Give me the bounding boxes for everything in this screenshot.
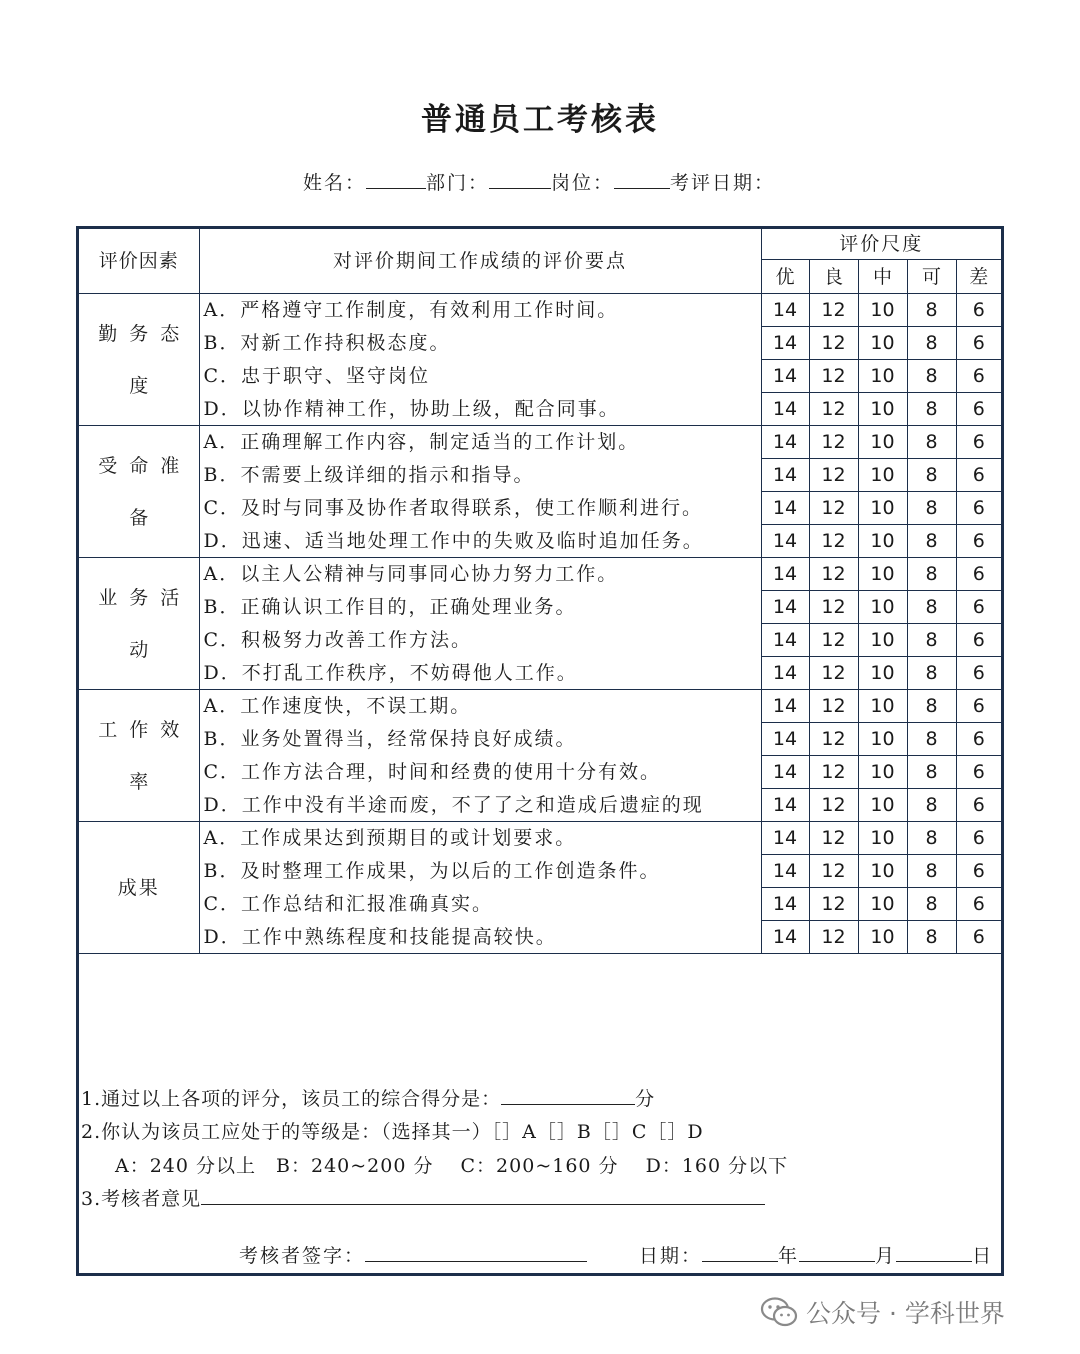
evaluation-point: A．工作速度快，不误工期。 [199, 690, 761, 723]
score-cell[interactable]: 14 [761, 690, 809, 723]
score-cell[interactable]: 8 [907, 789, 956, 822]
header-scale: 评价尺度 [761, 229, 1001, 260]
score-cell[interactable]: 10 [858, 888, 907, 921]
position-field[interactable] [614, 170, 670, 189]
table-row [79, 690, 1001, 723]
score-cell[interactable]: 8 [907, 525, 956, 558]
evaluation-point: D．工作中熟练程度和技能提高较快。 [199, 921, 761, 954]
evaluation-point: D．工作中没有半途而废，不了了之和造成后遗症的现 [199, 789, 761, 822]
table-row [79, 360, 1001, 393]
score-cell[interactable]: 6 [956, 459, 1001, 492]
evaluation-point: C．工作总结和汇报准确真实。 [199, 888, 761, 921]
score-cell[interactable]: 10 [858, 624, 907, 657]
eval-date-label: 考评日期： [670, 172, 776, 194]
score-cell[interactable]: 10 [858, 558, 907, 591]
score-cell[interactable]: 14 [761, 822, 809, 855]
score-cell[interactable]: 10 [858, 723, 907, 756]
assessment-form [76, 226, 1004, 1276]
score-cell[interactable]: 10 [858, 756, 907, 789]
score-cell[interactable]: 10 [858, 393, 907, 426]
score-cell[interactable]: 12 [809, 822, 858, 855]
table-row [79, 426, 1001, 459]
table-row [79, 591, 1001, 624]
score-cell[interactable]: 8 [907, 921, 956, 954]
score-cell[interactable]: 14 [761, 393, 809, 426]
score-cell[interactable]: 8 [907, 756, 956, 789]
evaluation-point: C．忠于职守、坚守岗位 [199, 360, 761, 393]
score-cell[interactable]: 10 [858, 525, 907, 558]
score-cell[interactable]: 14 [761, 492, 809, 525]
evaluation-point: C．及时与同事及协作者取得联系，使工作顺利进行。 [199, 492, 761, 525]
score-cell[interactable]: 12 [809, 624, 858, 657]
name-label: 姓名： [303, 172, 367, 194]
score-cell[interactable]: 10 [858, 459, 907, 492]
score-cell[interactable]: 6 [956, 657, 1001, 690]
opinion-label: 3.考核者意见 [81, 1188, 202, 1210]
score-cell[interactable]: 8 [907, 624, 956, 657]
table-row [79, 723, 1001, 756]
score-cell[interactable]: 6 [956, 756, 1001, 789]
score-cell[interactable]: 8 [907, 591, 956, 624]
table-row [79, 393, 1001, 426]
score-cell[interactable]: 14 [761, 756, 809, 789]
score-cell[interactable]: 8 [907, 822, 956, 855]
wechat-icon [760, 1297, 798, 1327]
table-row [79, 459, 1001, 492]
score-cell[interactable]: 12 [809, 426, 858, 459]
score-cell[interactable]: 8 [907, 426, 956, 459]
score-cell[interactable]: 8 [907, 723, 956, 756]
score-cell[interactable]: 12 [809, 360, 858, 393]
score-cell[interactable]: 14 [761, 855, 809, 888]
score-cell[interactable]: 6 [956, 690, 1001, 723]
score-cell[interactable]: 6 [956, 360, 1001, 393]
score-cell[interactable]: 12 [809, 525, 858, 558]
evaluation-point: D．以协作精神工作，协助上级，配合同事。 [199, 393, 761, 426]
score-cell[interactable]: 6 [956, 921, 1001, 954]
score-cell[interactable]: 6 [956, 888, 1001, 921]
month-field[interactable] [799, 1243, 875, 1262]
score-cell[interactable]: 8 [907, 657, 956, 690]
score-cell[interactable]: 12 [809, 789, 858, 822]
evaluation-point: A．工作成果达到预期目的或计划要求。 [199, 822, 761, 855]
total-score-unit: 分 [635, 1088, 656, 1110]
score-cell[interactable]: 10 [858, 921, 907, 954]
score-cell[interactable]: 10 [858, 822, 907, 855]
factor-cell: 勤务态度 [79, 294, 199, 426]
sign-date-label: 日期： [639, 1245, 703, 1267]
factor-cell: 工作效率 [79, 690, 199, 822]
header-info [303, 168, 775, 195]
score-cell[interactable]: 6 [956, 591, 1001, 624]
score-cell[interactable]: 14 [761, 657, 809, 690]
score-cell[interactable]: 8 [907, 393, 956, 426]
score-cell[interactable]: 8 [907, 492, 956, 525]
score-cell[interactable]: 10 [858, 294, 907, 327]
evaluation-point: B．对新工作持积极态度。 [199, 327, 761, 360]
score-cell[interactable]: 14 [761, 921, 809, 954]
score-cell[interactable]: 6 [956, 624, 1001, 657]
score-cell[interactable]: 12 [809, 657, 858, 690]
dept-label: 部门： [426, 172, 490, 194]
score-cell[interactable]: 14 [761, 789, 809, 822]
table-row [79, 327, 1001, 360]
table-row [79, 822, 1001, 855]
table-row [79, 888, 1001, 921]
evaluation-point: C．积极努力改善工作方法。 [199, 624, 761, 657]
score-cell[interactable]: 12 [809, 327, 858, 360]
page-title: 普通员工考核表 [421, 102, 659, 138]
level-good: 良 [809, 260, 858, 294]
score-cell[interactable]: 10 [858, 426, 907, 459]
signature-row [239, 1241, 993, 1268]
score-cell[interactable]: 6 [956, 855, 1001, 888]
opinion-field[interactable] [201, 1186, 765, 1205]
level-poor: 差 [956, 260, 1001, 294]
score-cell[interactable]: 6 [956, 525, 1001, 558]
assessment-table [79, 229, 1001, 954]
score-cell[interactable]: 12 [809, 756, 858, 789]
score-cell[interactable]: 10 [858, 360, 907, 393]
grade-ranges: A：240 分以上 B：240~200 分 C：200~160 分 D：160 分以下 [115, 1155, 789, 1177]
evaluation-point: B．正确认识工作目的，正确处理业务。 [199, 591, 761, 624]
score-cell[interactable]: 8 [907, 855, 956, 888]
score-cell[interactable]: 10 [858, 690, 907, 723]
score-cell[interactable]: 12 [809, 921, 858, 954]
score-cell[interactable]: 14 [761, 459, 809, 492]
score-cell[interactable]: 12 [809, 888, 858, 921]
table-row [79, 789, 1001, 822]
score-cell[interactable]: 6 [956, 327, 1001, 360]
watermark [760, 1294, 1005, 1330]
table-row [79, 558, 1001, 591]
score-cell[interactable]: 10 [858, 855, 907, 888]
evaluation-point: A．正确理解工作内容，制定适当的工作计划。 [199, 426, 761, 459]
name-field[interactable] [366, 170, 426, 189]
score-cell[interactable]: 12 [809, 723, 858, 756]
score-cell[interactable]: 6 [956, 492, 1001, 525]
table-row [79, 855, 1001, 888]
table-row [79, 492, 1001, 525]
year-label: 年 [778, 1245, 800, 1267]
header-factor: 评价因素 [79, 229, 199, 294]
total-score-line [81, 1084, 655, 1111]
evaluation-point: B．业务处置得当，经常保持良好成绩。 [199, 723, 761, 756]
table-row [79, 921, 1001, 954]
score-cell[interactable]: 6 [956, 789, 1001, 822]
score-cell[interactable]: 8 [907, 294, 956, 327]
score-cell[interactable]: 14 [761, 360, 809, 393]
score-cell[interactable]: 8 [907, 360, 956, 393]
score-cell[interactable]: 6 [956, 426, 1001, 459]
score-cell[interactable]: 14 [761, 426, 809, 459]
grade-question: 2.你认为该员工应处于的等级是：（选择其一）［］A［］B［］C［］D [81, 1121, 704, 1143]
day-label: 日 [972, 1245, 994, 1267]
score-cell[interactable]: 8 [907, 888, 956, 921]
table-row [79, 756, 1001, 789]
evaluation-point: A．严格遵守工作制度，有效利用工作时间。 [199, 294, 761, 327]
score-cell[interactable]: 10 [858, 657, 907, 690]
total-score-label: 1.通过以上各项的评分，该员工的综合得分是： [81, 1088, 502, 1110]
score-cell[interactable]: 14 [761, 294, 809, 327]
score-cell[interactable]: 12 [809, 690, 858, 723]
score-cell[interactable]: 12 [809, 591, 858, 624]
score-cell[interactable]: 12 [809, 294, 858, 327]
level-fair: 可 [907, 260, 956, 294]
score-cell[interactable]: 12 [809, 492, 858, 525]
score-cell[interactable]: 10 [858, 789, 907, 822]
evaluation-point: A．以主人公精神与同事同心协力努力工作。 [199, 558, 761, 591]
score-cell[interactable]: 12 [809, 855, 858, 888]
watermark-text: 公众号 · 学科世界 [806, 1299, 1005, 1328]
score-cell[interactable]: 6 [956, 822, 1001, 855]
table-row [79, 624, 1001, 657]
month-label: 月 [875, 1245, 897, 1267]
score-cell[interactable]: 8 [907, 459, 956, 492]
score-cell[interactable]: 12 [809, 393, 858, 426]
score-cell[interactable]: 12 [809, 558, 858, 591]
factor-cell: 成果 [79, 822, 199, 954]
score-cell[interactable]: 10 [858, 492, 907, 525]
score-cell[interactable]: 8 [907, 327, 956, 360]
score-cell[interactable]: 12 [809, 459, 858, 492]
header-points: 对评价期间工作成绩的评价要点 [199, 229, 761, 294]
opinion-line [81, 1184, 765, 1211]
evaluation-point: B．不需要上级详细的指示和指导。 [199, 459, 761, 492]
score-cell[interactable]: 8 [907, 558, 956, 591]
day-field[interactable] [896, 1243, 972, 1262]
score-cell[interactable]: 8 [907, 690, 956, 723]
level-excellent: 优 [761, 260, 809, 294]
score-cell[interactable]: 14 [761, 525, 809, 558]
score-cell[interactable]: 14 [761, 723, 809, 756]
dept-field[interactable] [489, 170, 551, 189]
score-cell[interactable]: 6 [956, 723, 1001, 756]
year-field[interactable] [702, 1243, 778, 1262]
score-cell[interactable]: 14 [761, 624, 809, 657]
score-cell[interactable]: 6 [956, 294, 1001, 327]
score-cell[interactable]: 14 [761, 327, 809, 360]
evaluation-point: D．迅速、适当地处理工作中的失败及临时追加任务。 [199, 525, 761, 558]
score-cell[interactable]: 14 [761, 888, 809, 921]
factor-cell: 业务活动 [79, 558, 199, 690]
evaluation-point: C．工作方法合理，时间和经费的使用十分有效。 [199, 756, 761, 789]
factor-cell: 受命准备 [79, 426, 199, 558]
table-row [79, 525, 1001, 558]
table-row [79, 294, 1001, 327]
position-label: 岗位： [551, 172, 615, 194]
score-cell[interactable]: 10 [858, 327, 907, 360]
evaluation-point: B．及时整理工作成果，为以后的工作创造条件。 [199, 855, 761, 888]
table-row [79, 657, 1001, 690]
score-cell[interactable]: 6 [956, 393, 1001, 426]
signer-label: 考核者签字： [239, 1245, 366, 1267]
total-score-field[interactable] [501, 1086, 635, 1105]
signer-field[interactable] [365, 1243, 587, 1262]
level-medium: 中 [858, 260, 907, 294]
score-cell[interactable]: 14 [761, 591, 809, 624]
evaluation-point: D．不打乱工作秩序，不妨碍他人工作。 [199, 657, 761, 690]
score-cell[interactable]: 6 [956, 558, 1001, 591]
score-cell[interactable]: 14 [761, 558, 809, 591]
score-cell[interactable]: 10 [858, 591, 907, 624]
